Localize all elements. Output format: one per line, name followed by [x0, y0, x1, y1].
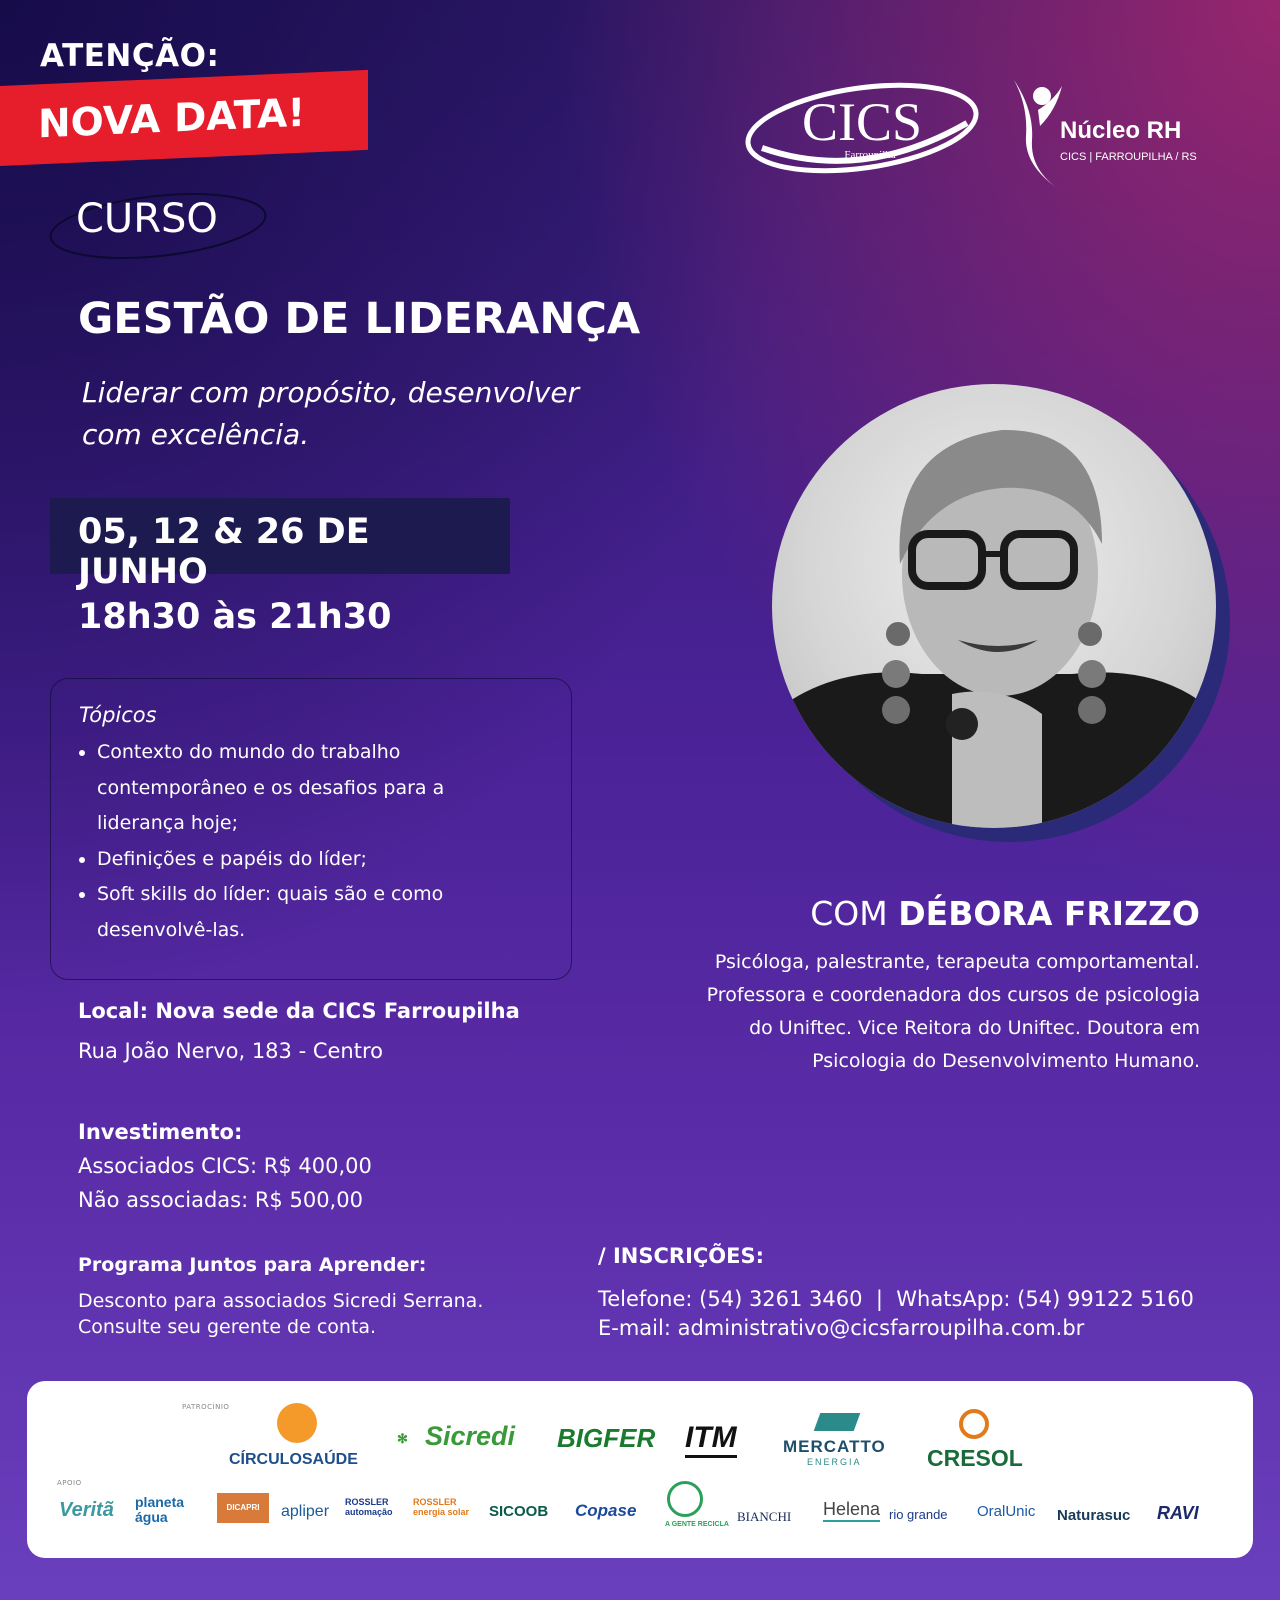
speaker-name: DÉBORA FRIZZO: [898, 894, 1200, 933]
investment-non-members: Não associadas: R$ 500,00: [78, 1188, 363, 1212]
cics-logo: [742, 78, 982, 178]
topics-list: [77, 735, 537, 948]
sicredi-icon: ✻: [397, 1431, 408, 1446]
ravi-logo: RAVI: [1157, 1503, 1199, 1523]
speaker-heading: [760, 894, 1200, 933]
subtitle-line-1: Liderar com propósito, desenvolver: [82, 376, 580, 409]
speaker-portrait-illustration: [772, 384, 1216, 828]
mercatto-sub: ENERGIA: [807, 1457, 862, 1467]
course-label: CURSO: [76, 196, 218, 242]
speaker-photo: [772, 384, 1216, 828]
nucleo-rh-text: Núcleo RH: [1060, 117, 1182, 144]
rio-grande-logo: rio grande: [889, 1507, 948, 1522]
rossler-energia-logo: ROSSLER energia solar: [413, 1497, 470, 1517]
new-date-label: NOVA DATA!: [38, 90, 306, 148]
planeta-agua-logo: planeta água: [135, 1494, 185, 1525]
subtitle-line-2: com excelência.: [82, 418, 310, 451]
course-time: 18h30 às 21h30: [78, 597, 392, 637]
naturasuc-logo: Naturasuc: [1057, 1507, 1131, 1524]
support-label: APOIO: [57, 1479, 82, 1487]
bio-line: Psicóloga, palestrante, terapeuta comportamental.: [714, 951, 1200, 973]
topic-item: • Contexto do mundo do trabalho contemporâneo e os desafios para a liderança hoje;: [97, 735, 537, 842]
nucleo-rh-sub: CICS | FARROUPILHA / RS: [1060, 151, 1197, 163]
oralunic-logo: OralUnic: [977, 1503, 1036, 1520]
topic-item: • Definições e papéis do líder;: [97, 842, 537, 878]
cics-logo-text: CICS: [801, 92, 923, 152]
dates-box: [50, 498, 510, 592]
circulo-saude-icon: [277, 1403, 317, 1443]
registration-title: / INSCRIÇÕES:: [598, 1244, 765, 1268]
itm-logo: ITM: [685, 1421, 737, 1458]
new-date-banner: [0, 70, 368, 166]
investment-title: Investimento:: [78, 1120, 243, 1144]
bio-line: Psicologia do Desenvolvimento Humano.: [812, 1050, 1200, 1072]
program-line-2: Consulte seu gerente de conta.: [78, 1316, 377, 1338]
speaker-prefix: COM: [810, 894, 888, 933]
location-title: Local: Nova sede da CICS Farroupilha: [78, 999, 520, 1023]
bio-line: Professora e coordenadora dos cursos de psicologia: [706, 984, 1200, 1006]
speaker-bio: [640, 946, 1200, 1078]
topics-box: [50, 678, 572, 980]
sponsors-panel: [27, 1381, 1253, 1558]
registration-phone: Telefone: (54) 3261 3460 | WhatsApp: (54) 99122 5160: [598, 1287, 1194, 1311]
topic-item: • Soft skills do líder: quais são e como desenvolvê-las.: [97, 877, 537, 948]
a-gente-recicla-icon: [667, 1481, 703, 1517]
dicapri-logo: DICAPRI: [217, 1493, 269, 1523]
course-dates: 05, 12 & 26 DE JUNHO: [78, 512, 370, 592]
mercatto-logo: MERCATTO: [783, 1437, 886, 1456]
course-subtitle: [82, 372, 702, 456]
cresol-logo: CRESOL: [927, 1445, 1023, 1471]
nucleo-rh-logo: [1004, 70, 1224, 196]
program-title: Programa Juntos para Aprender:: [78, 1254, 427, 1276]
bianchi-logo: BIANCHI: [737, 1509, 792, 1524]
mercatto-icon: [814, 1413, 861, 1431]
registration-email: E-mail: administrativo@cicsfarroupilha.com.br: [598, 1316, 1085, 1340]
attention-label: ATENÇÃO:: [40, 38, 220, 74]
sicredi-logo: Sicredi: [425, 1421, 516, 1451]
sicoob-logo: SICOOB: [489, 1503, 549, 1520]
bigfer-logo: BIGFER: [557, 1423, 656, 1453]
bio-line: do Uniftec. Vice Reitora do Uniftec. Doutora em: [749, 1017, 1200, 1039]
rossler-automacao-logo: ROSSLER automação: [345, 1497, 393, 1517]
verita-logo: Veritã: [59, 1499, 114, 1521]
location-address: Rua João Nervo, 183 - Centro: [78, 1039, 383, 1063]
copase-logo: Copase: [575, 1501, 637, 1520]
cresol-icon: [959, 1409, 989, 1439]
helena-logo: Helena: [823, 1499, 880, 1522]
topics-title: Tópicos: [79, 703, 157, 727]
circulo-saude-logo: CÍRCULOSAÚDE: [229, 1451, 358, 1468]
course-title: GESTÃO DE LIDERANÇA: [78, 294, 641, 344]
cics-logo-sub: Farroupilha: [844, 149, 896, 161]
apliper-logo: apliper: [281, 1503, 330, 1520]
program-line-1: Desconto para associados Sicredi Serrana.: [78, 1290, 484, 1312]
a-gente-recicla-logo: A GENTE RECICLA: [665, 1521, 729, 1528]
investment-members: Associados CICS: R$ 400,00: [78, 1154, 372, 1178]
sponsor-label: PATROCÍNIO: [182, 1403, 230, 1411]
